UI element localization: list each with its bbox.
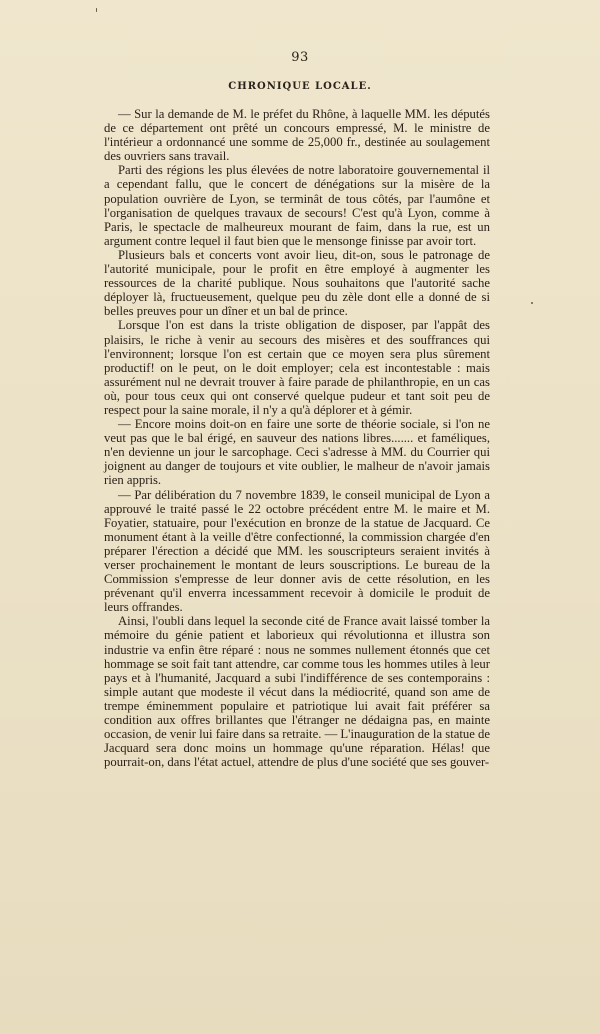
page-number: 93 <box>291 50 309 65</box>
paragraph-jacquard-memory: Ainsi, l'oubli dans lequel la seconde cité de France avait laissé tomber la mémoire du génie patient et laborieux qui révolutionna et illustra son industrie va enfin être réparé : nous ne sommes nullement étonnés que cet hommage se soit fait tant attendre, car comme tous les hommes utiles à leur pays et à l'humanité, Jacquard a subi l'indifférence de ses contemporains : simple autant que modeste il vécut dans la médiocrité, quand son ame de trempe éminemment populaire et patriotique lui avait fait préférer sa condition aux offres brillantes que l'étranger ne dédaigna pas, en mainte occasion, de venir lui faire dans sa retraite. — L'inauguration de la statue de Jacquard sera donc moins un hommage qu'une réparation. Hélas! que pourrait-on, dans l'état actuel, attendre de plus d'une société que ses gouver- <box>104 614 490 770</box>
paper-speck <box>531 302 533 304</box>
paragraph-balls-concerts: Plusieurs bals et concerts vont avoir lieu, dit-on, sous le patronage de l'autorité municipale, pour le profit en être employé à augmenter les ressources de la charité publique. Nous souhaitons que l'autorité sache déployer là, fructueusement, quelque peu du zèle dont elle a donné de si belles preuves pour un dîner et un bal de prince. <box>104 247 490 319</box>
paragraph-prefect-relief: — Sur la demande de M. le préfet du Rhône, à laquelle MM. les députés de ce département ont prêté un concours empressé, M. le ministre de l'intérieur a ordonnancé une somme de 25,000 fr., destinée au soulagement des ouvriers sans travail. <box>104 107 490 164</box>
paragraph-courrier-remark: — Encore moins doit-on en faire une sorte de théorie sociale, si l'on ne veut pas que le bal érigé, en sauveur des nations libres....... et faméliques, n'en devienne un jour le sarcophage. Ceci s'adresse à MM. du Courrier qui joignent au danger de toujours et vite oublier, le malheur de n'avoir jamais rien appris. <box>104 417 490 488</box>
paragraph-government-alms: Parti des régions les plus élevées de notre laboratoire gouvernemental il a cependant fallu, que le concert de dénégations sur la misère de la population ouvrière de Lyon, se terminât de tous côtés, par l'aumône et l'organisation de quelques travaux de secours! C'est qu'à Lyon, comme à Paris, le spectacle de malheureux mourant de faim, dans la rue, est un argument contre lequel il faut bien que le mensonge finisse par avoir tort. <box>104 163 490 248</box>
paper-speck <box>96 8 97 12</box>
paragraph-charity-pleasure: Lorsque l'on est dans la triste obligation de disposer, par l'appât des plaisirs, le riche à venir au secours des misères et des souffrances qui l'environnent; lorsque l'on est certain que ce moyen sera plus sûrement productif! on le peut, on le doit employer; cela est incontestable : mais assurément nul ne devrait trouver à faire parade de philanthropie, en un cas où, pour tous ceux qui ont conservé quelque pudeur et tant soit peu de respect pour la saine morale, il n'y a qu'à déplorer et à gémir. <box>104 318 490 417</box>
paragraph-jacquard-statue: — Par délibération du 7 novembre 1839, le conseil municipal de Lyon a approuvé le traité passé le 22 octobre précédent entre M. le maire et M. Foyatier, statuaire, pour l'exécution en bronze de la statue de Jacquard. Ce monument étant à la veille d'être confectionné, la commission chargée d'en préparer l'érection a décidé que MM. les souscripteurs seraient invités à verser prochainement le montant de leurs souscriptions. Le bureau de la Commission s'empresse de leur donner avis de cette résolution, en les prévenant qu'il enverra incessamment recevoir à domicile le produit de leurs offrandes. <box>104 487 490 615</box>
section-title: CHRONIQUE LOCALE. <box>228 81 372 92</box>
article-body <box>104 107 490 769</box>
